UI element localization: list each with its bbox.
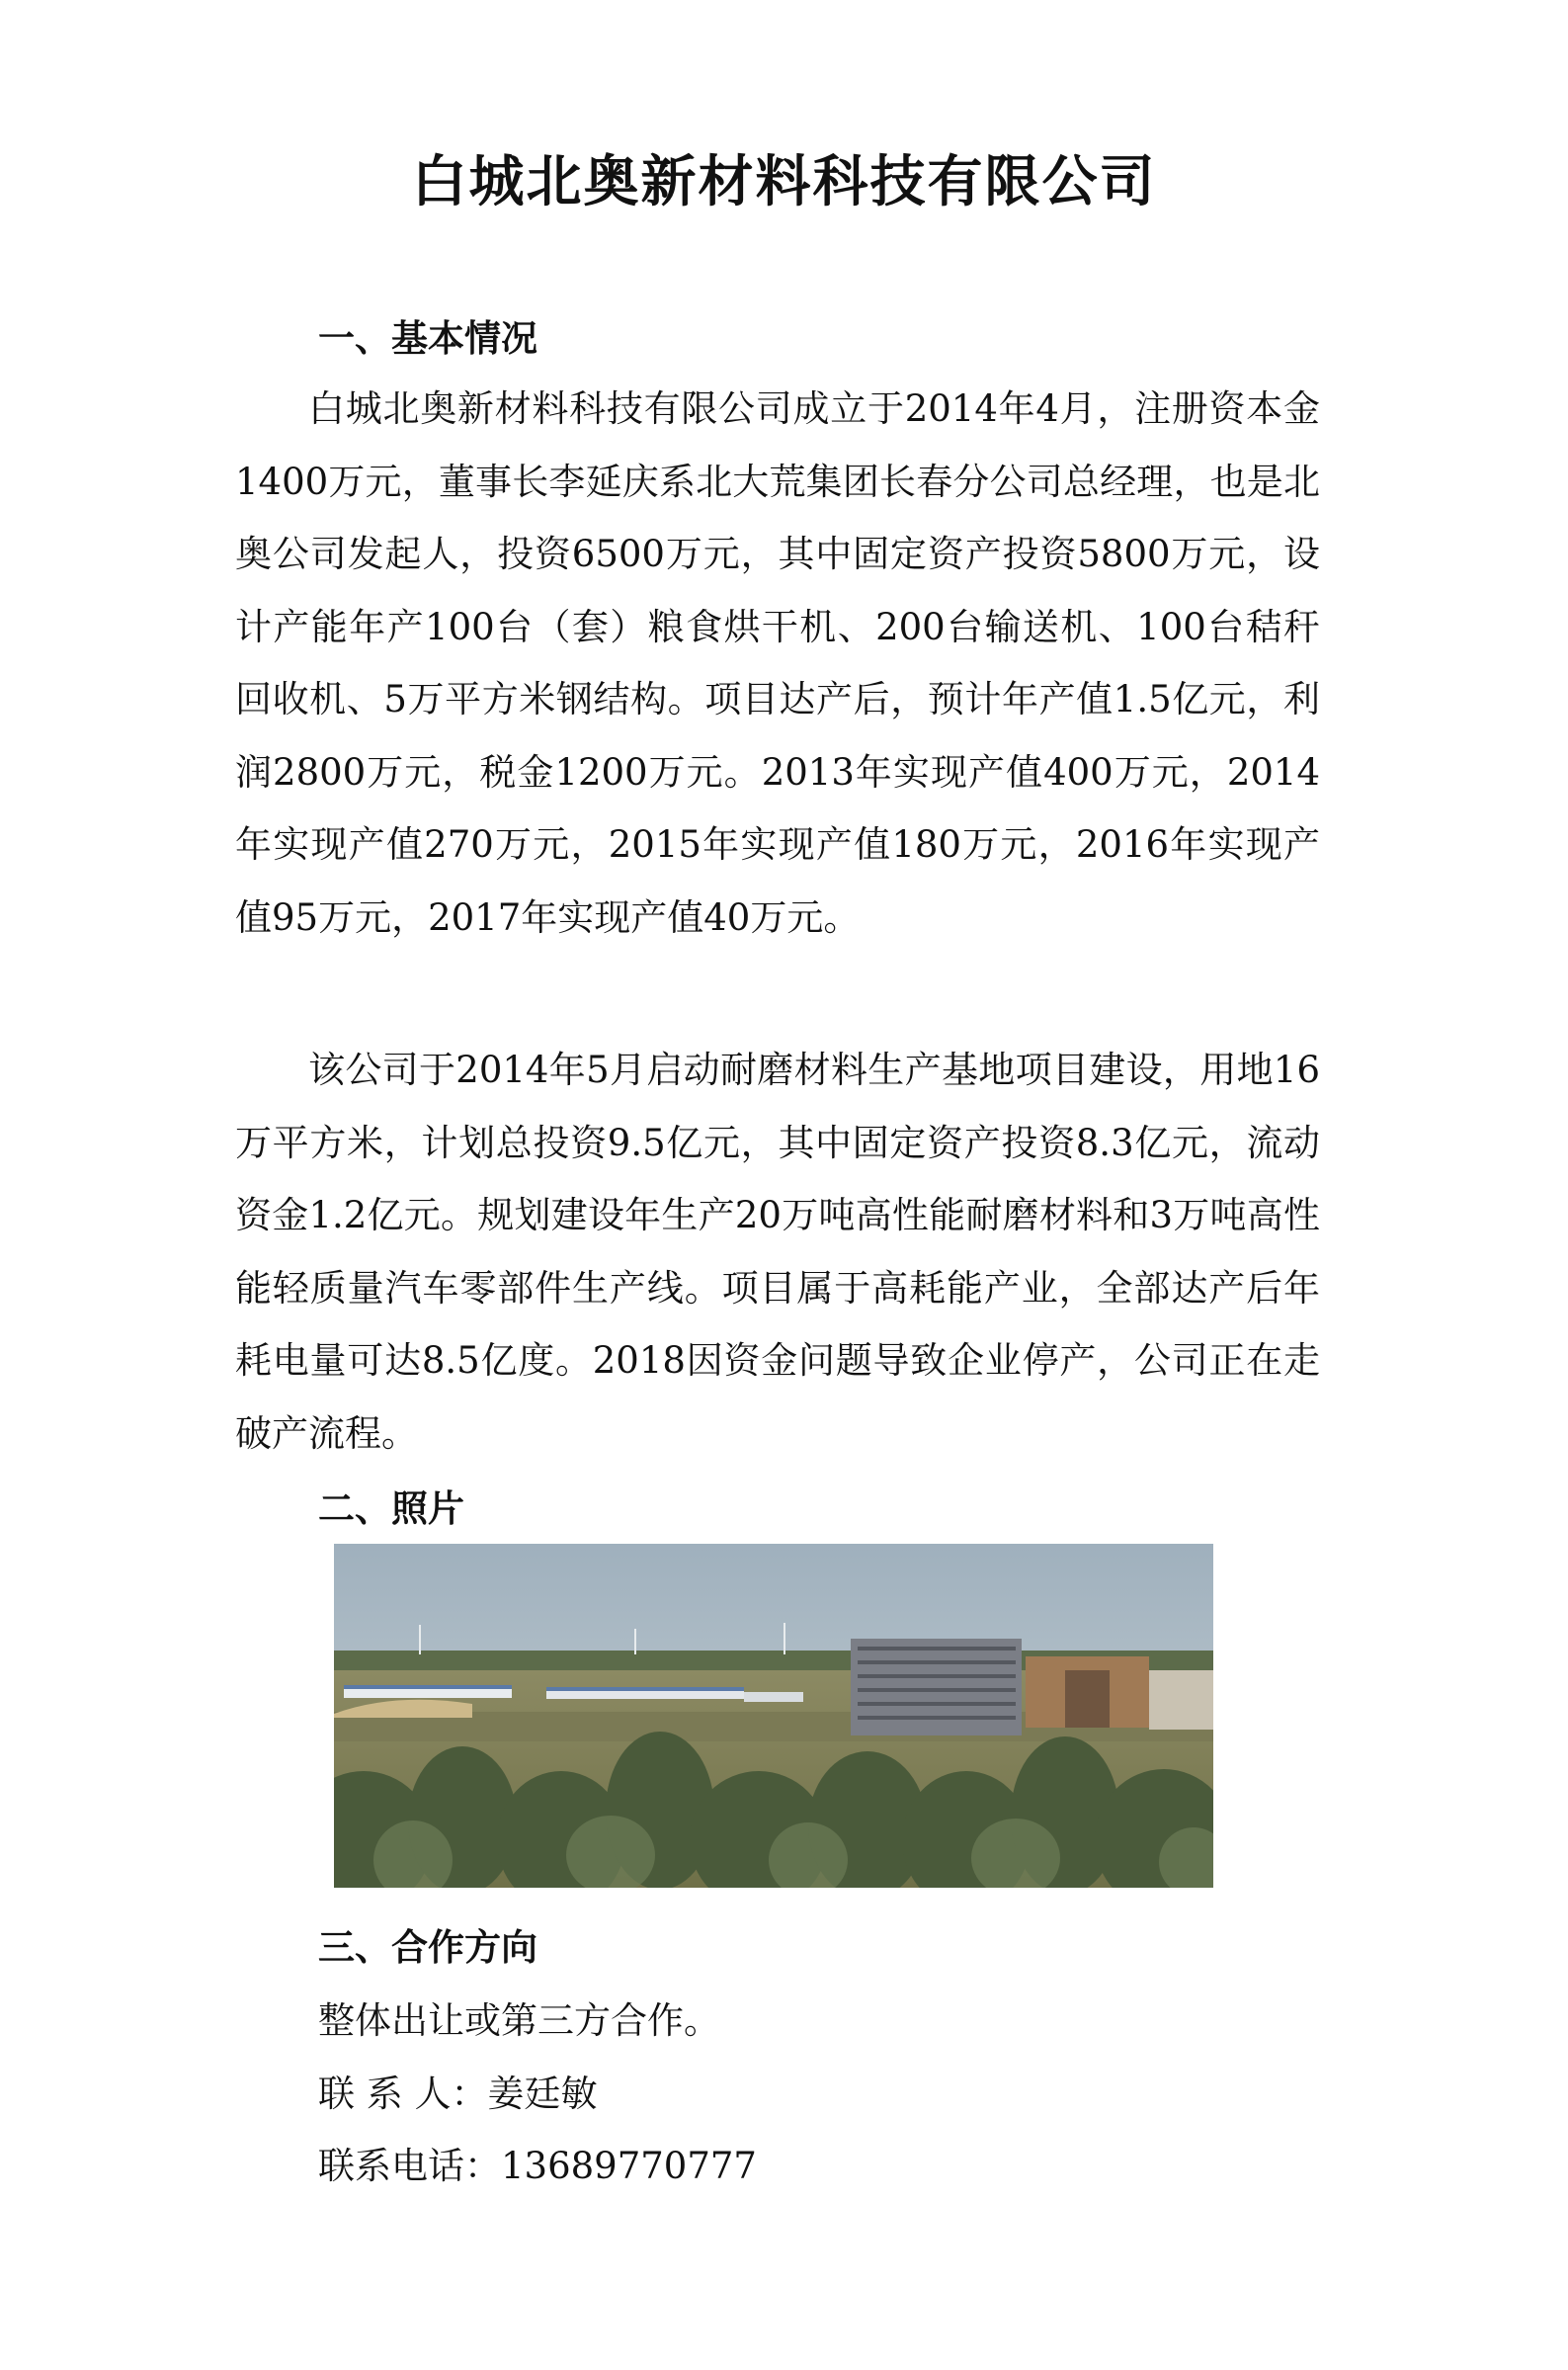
section-heading-cooperation: 三、合作方向 [318,1926,537,1969]
section-heading-basic: 一、基本情况 [318,317,537,360]
cooperation-direction: 整体出让或第三方合作。 [318,1999,720,2042]
contact-phone: 联系电话：13689770777 [318,2145,757,2187]
section-heading-photo: 二、照片 [318,1487,464,1530]
factory-photo [334,1544,1213,1888]
document-title: 白城北奥新材料科技有限公司 [411,149,1157,214]
contact-person: 联 系 人：姜廷敏 [318,2073,598,2115]
basic-paragraph-2: 该公司于2014年5月启动耐磨材料生产基地项目建设，用地16万平方米，计划总投资9.5亿元，其中固定资产投资8.3亿元，流动资金1.2亿元。规划建设年生产20万吨高性能耐磨材料和3万吨高性能轻质量汽车零部件生产线。项目属于高耗能产业，全部达产后年耗电量可达8.5亿度。2018因资金问题导致企业停产，公司正在走破产流程。 [235,1049,1320,1455]
basic-paragraph-1: 白城北奥新材料科技有限公司成立于2014年4月，注册资本金1400万元，董事长李延庆系北大荒集团长春分公司总经理，也是北奥公司发起人，投资6500万元，其中固定资产投资5800万元，设计产能年产100台（套）粮食烘干机、200台输送机、100台秸秆回收机、5万平方米钢结构。项目达产后，预计年产值1.5亿元，利润2800万元，税金1200万元。2013年实现产值400万元，2014年实现产值270万元，2015年实现产值180万元，2016年实现产值95万元，2017年实现产值40万元。 [235,387,1320,939]
factory-photo-illustration [334,1544,1213,1888]
